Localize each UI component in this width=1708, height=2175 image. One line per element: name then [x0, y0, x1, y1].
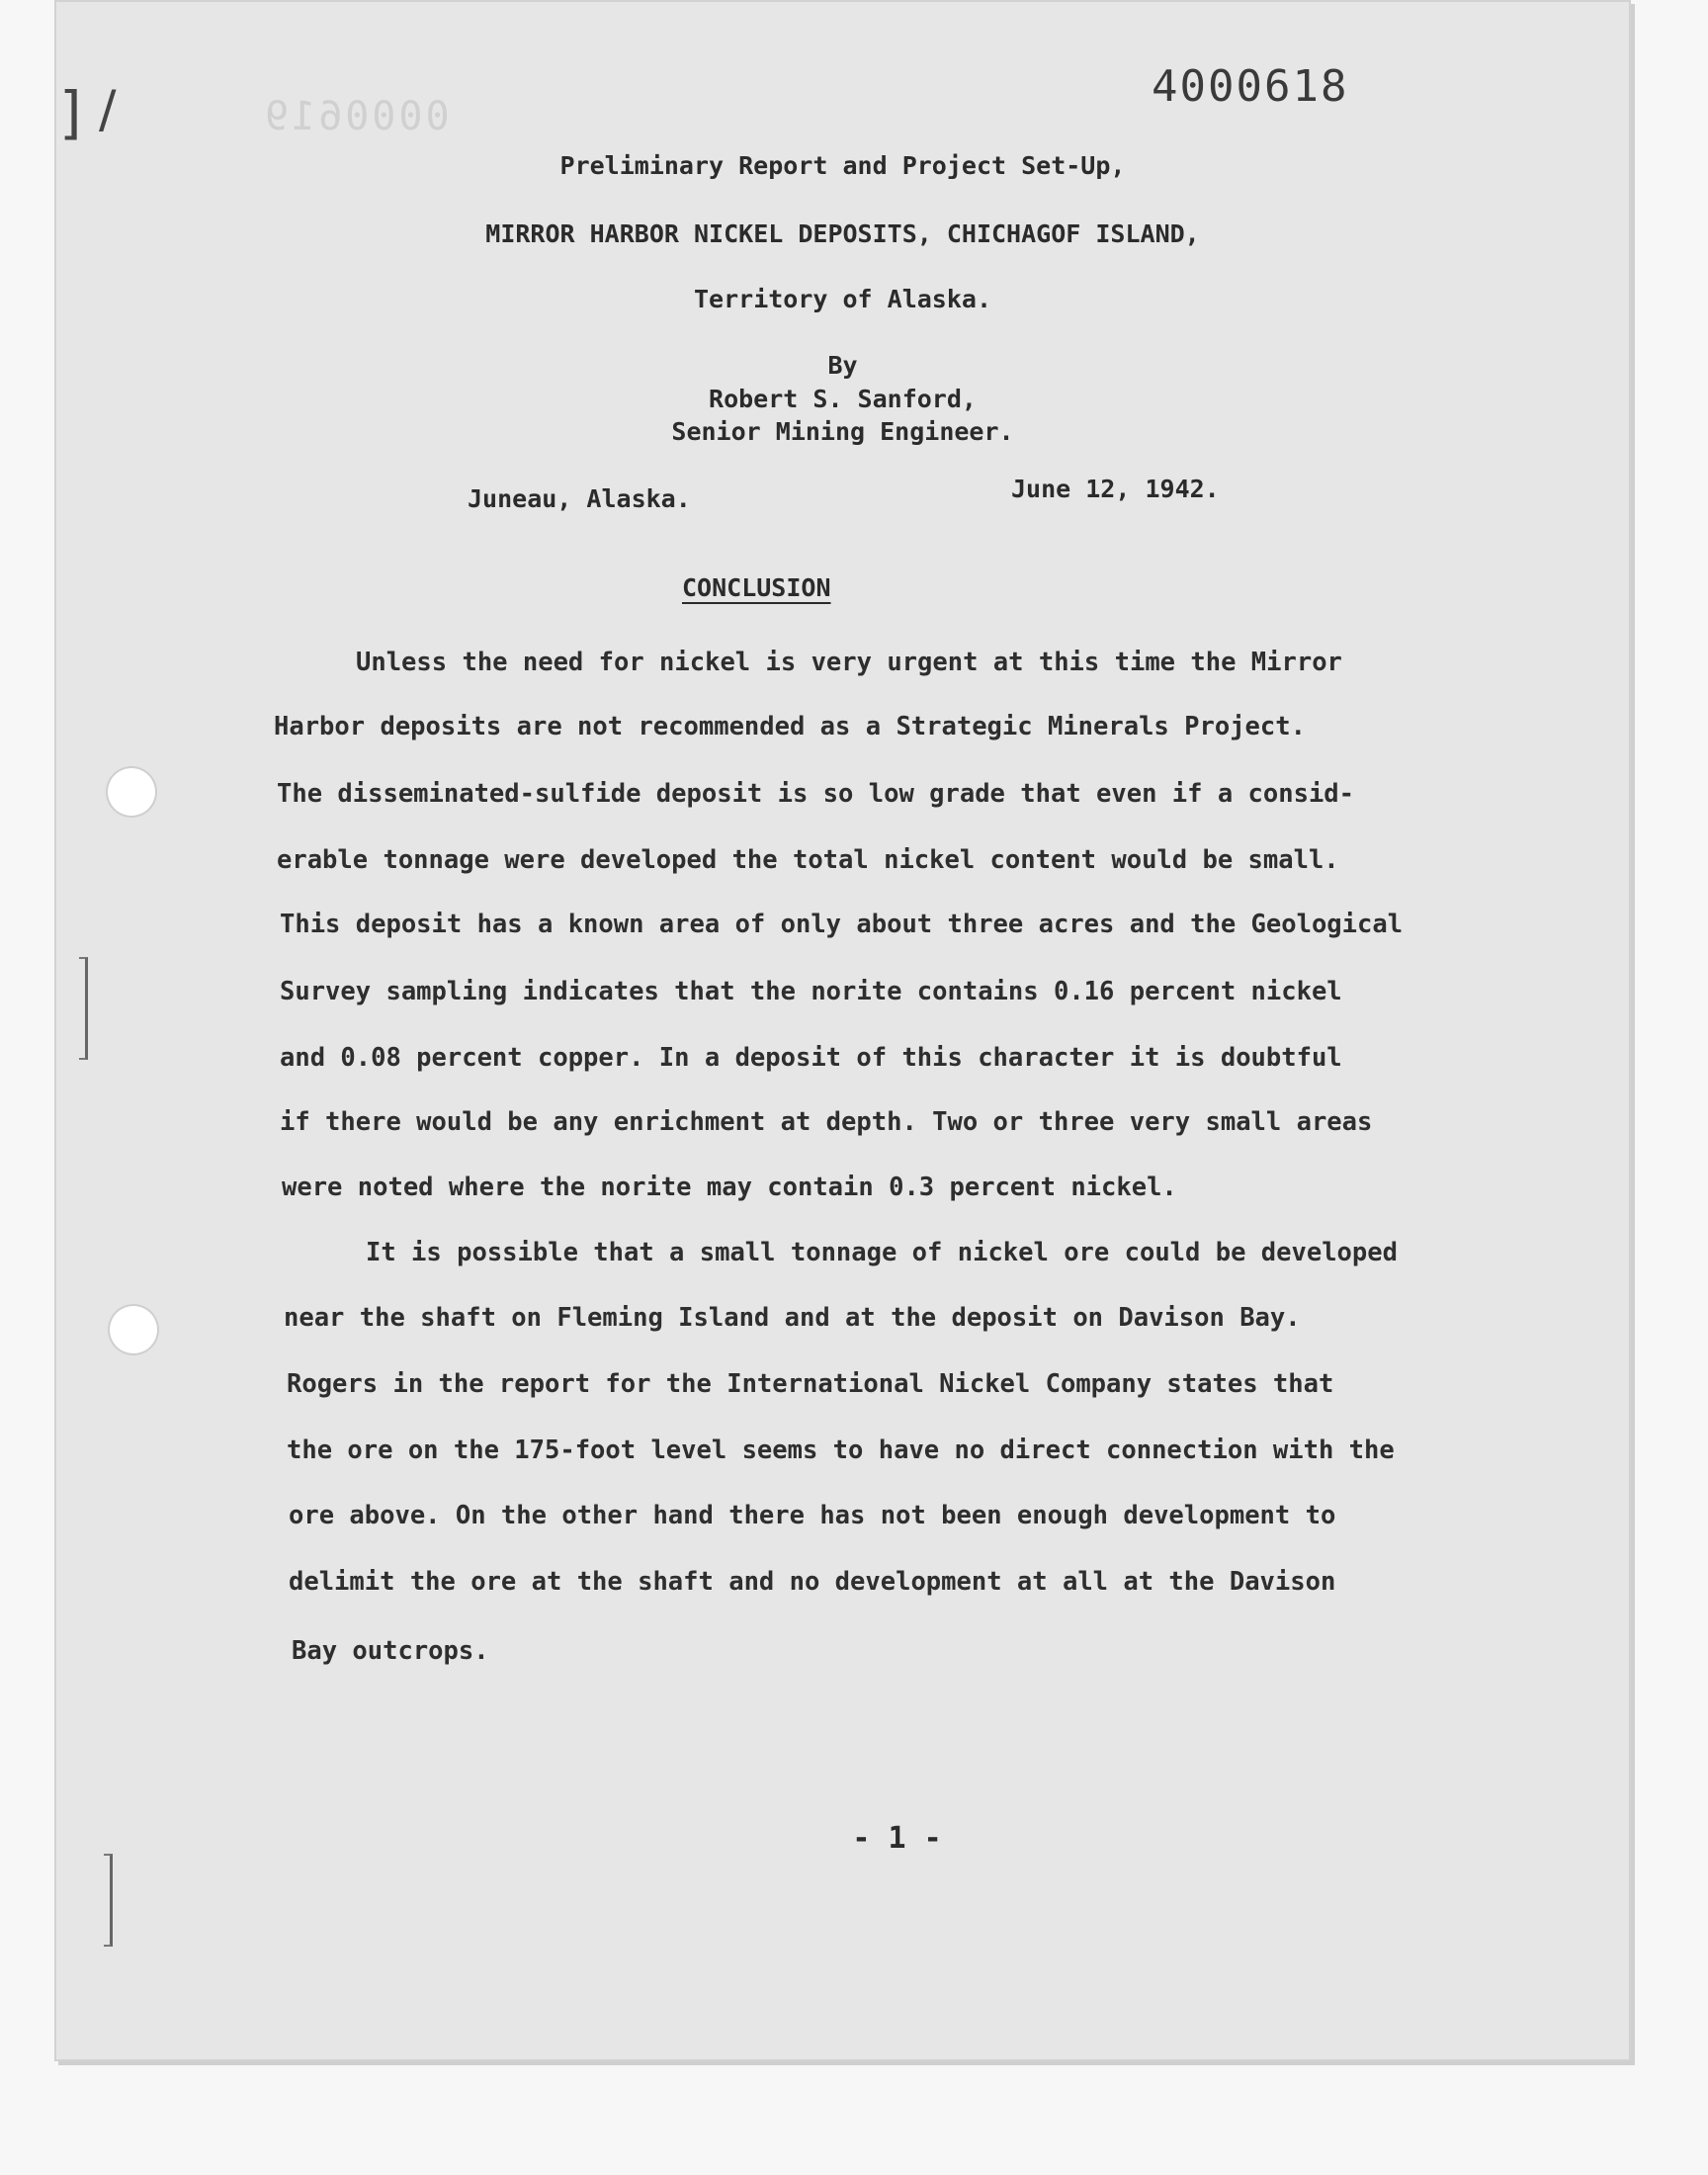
margin-bracket-upper — [79, 957, 88, 1060]
report-territory: Territory of Alaska. — [693, 285, 992, 313]
paragraph-2-line: near the shaft on Fleming Island and at the deposit on Davison Bay. — [284, 1303, 1301, 1333]
paragraph-2-line: It is possible that a small tonnage of nickel ore could be developed — [366, 1238, 1398, 1267]
paragraph-2-line: delimit the ore at the shaft and no development at all at the Davison — [289, 1567, 1336, 1597]
margin-bracket-lower — [104, 1854, 113, 1947]
report-date: June 12, 1942. — [1011, 475, 1220, 503]
page-number: - 1 - — [852, 1821, 942, 1856]
document-stamp-number: 4000618 — [1152, 61, 1349, 112]
paragraph-1-line: Unless the need for nickel is very urgent at this time the Mirror — [356, 648, 1342, 677]
margin-check-mark: / — [99, 80, 117, 139]
paragraph-2-line: the ore on the 175-foot level seems to have no direct connection with the — [287, 1436, 1395, 1465]
author-name: Robert S. Sanford, — [709, 385, 977, 413]
paragraph-1-line: if there would be any enrichment at depth. Two or three very small areas — [280, 1107, 1373, 1137]
bleed-through-stamp: 0000619 — [262, 94, 450, 139]
paragraph-1-line: and 0.08 percent copper. In a deposit of this character it is doubtful — [280, 1043, 1342, 1073]
paragraph-1-line: Survey sampling indicates that the norite contains 0.16 percent nickel — [280, 977, 1342, 1006]
punch-hole-upper — [108, 768, 155, 816]
section-heading: CONCLUSION — [682, 573, 831, 602]
paragraph-2-line: ore above. On the other hand there has not been enough development to — [289, 1501, 1336, 1530]
report-place: Juneau, Alaska. — [468, 484, 691, 513]
paragraph-1-line: Harbor deposits are not recommended as a Strategic Minerals Project. — [274, 712, 1306, 741]
report-subject: MIRROR HARBOR NICKEL DEPOSITS, CHICHAGOF ISLAND, — [485, 219, 1200, 248]
paragraph-2-line: Rogers in the report for the International Nickel Company states that — [287, 1369, 1334, 1399]
document-page — [54, 0, 1631, 2061]
paragraph-1-line: The disseminated-sulfide deposit is so low grade that even if a consid- — [277, 779, 1355, 809]
by-label: By — [827, 351, 858, 380]
paragraph-1-line: erable tonnage were developed the total nickel content would be small. — [277, 845, 1339, 875]
author-title: Senior Mining Engineer. — [671, 417, 1014, 446]
report-title: Preliminary Report and Project Set-Up, — [559, 151, 1126, 180]
paragraph-1-line: were noted where the norite may contain 0.3 percent nickel. — [282, 1173, 1177, 1202]
paragraph-2-line: Bay outcrops. — [292, 1636, 489, 1666]
paragraph-1-line: This deposit has a known area of only about three acres and the Geological — [280, 910, 1404, 939]
punch-hole-lower — [110, 1306, 157, 1353]
margin-bracket-mark: ] — [59, 79, 82, 146]
